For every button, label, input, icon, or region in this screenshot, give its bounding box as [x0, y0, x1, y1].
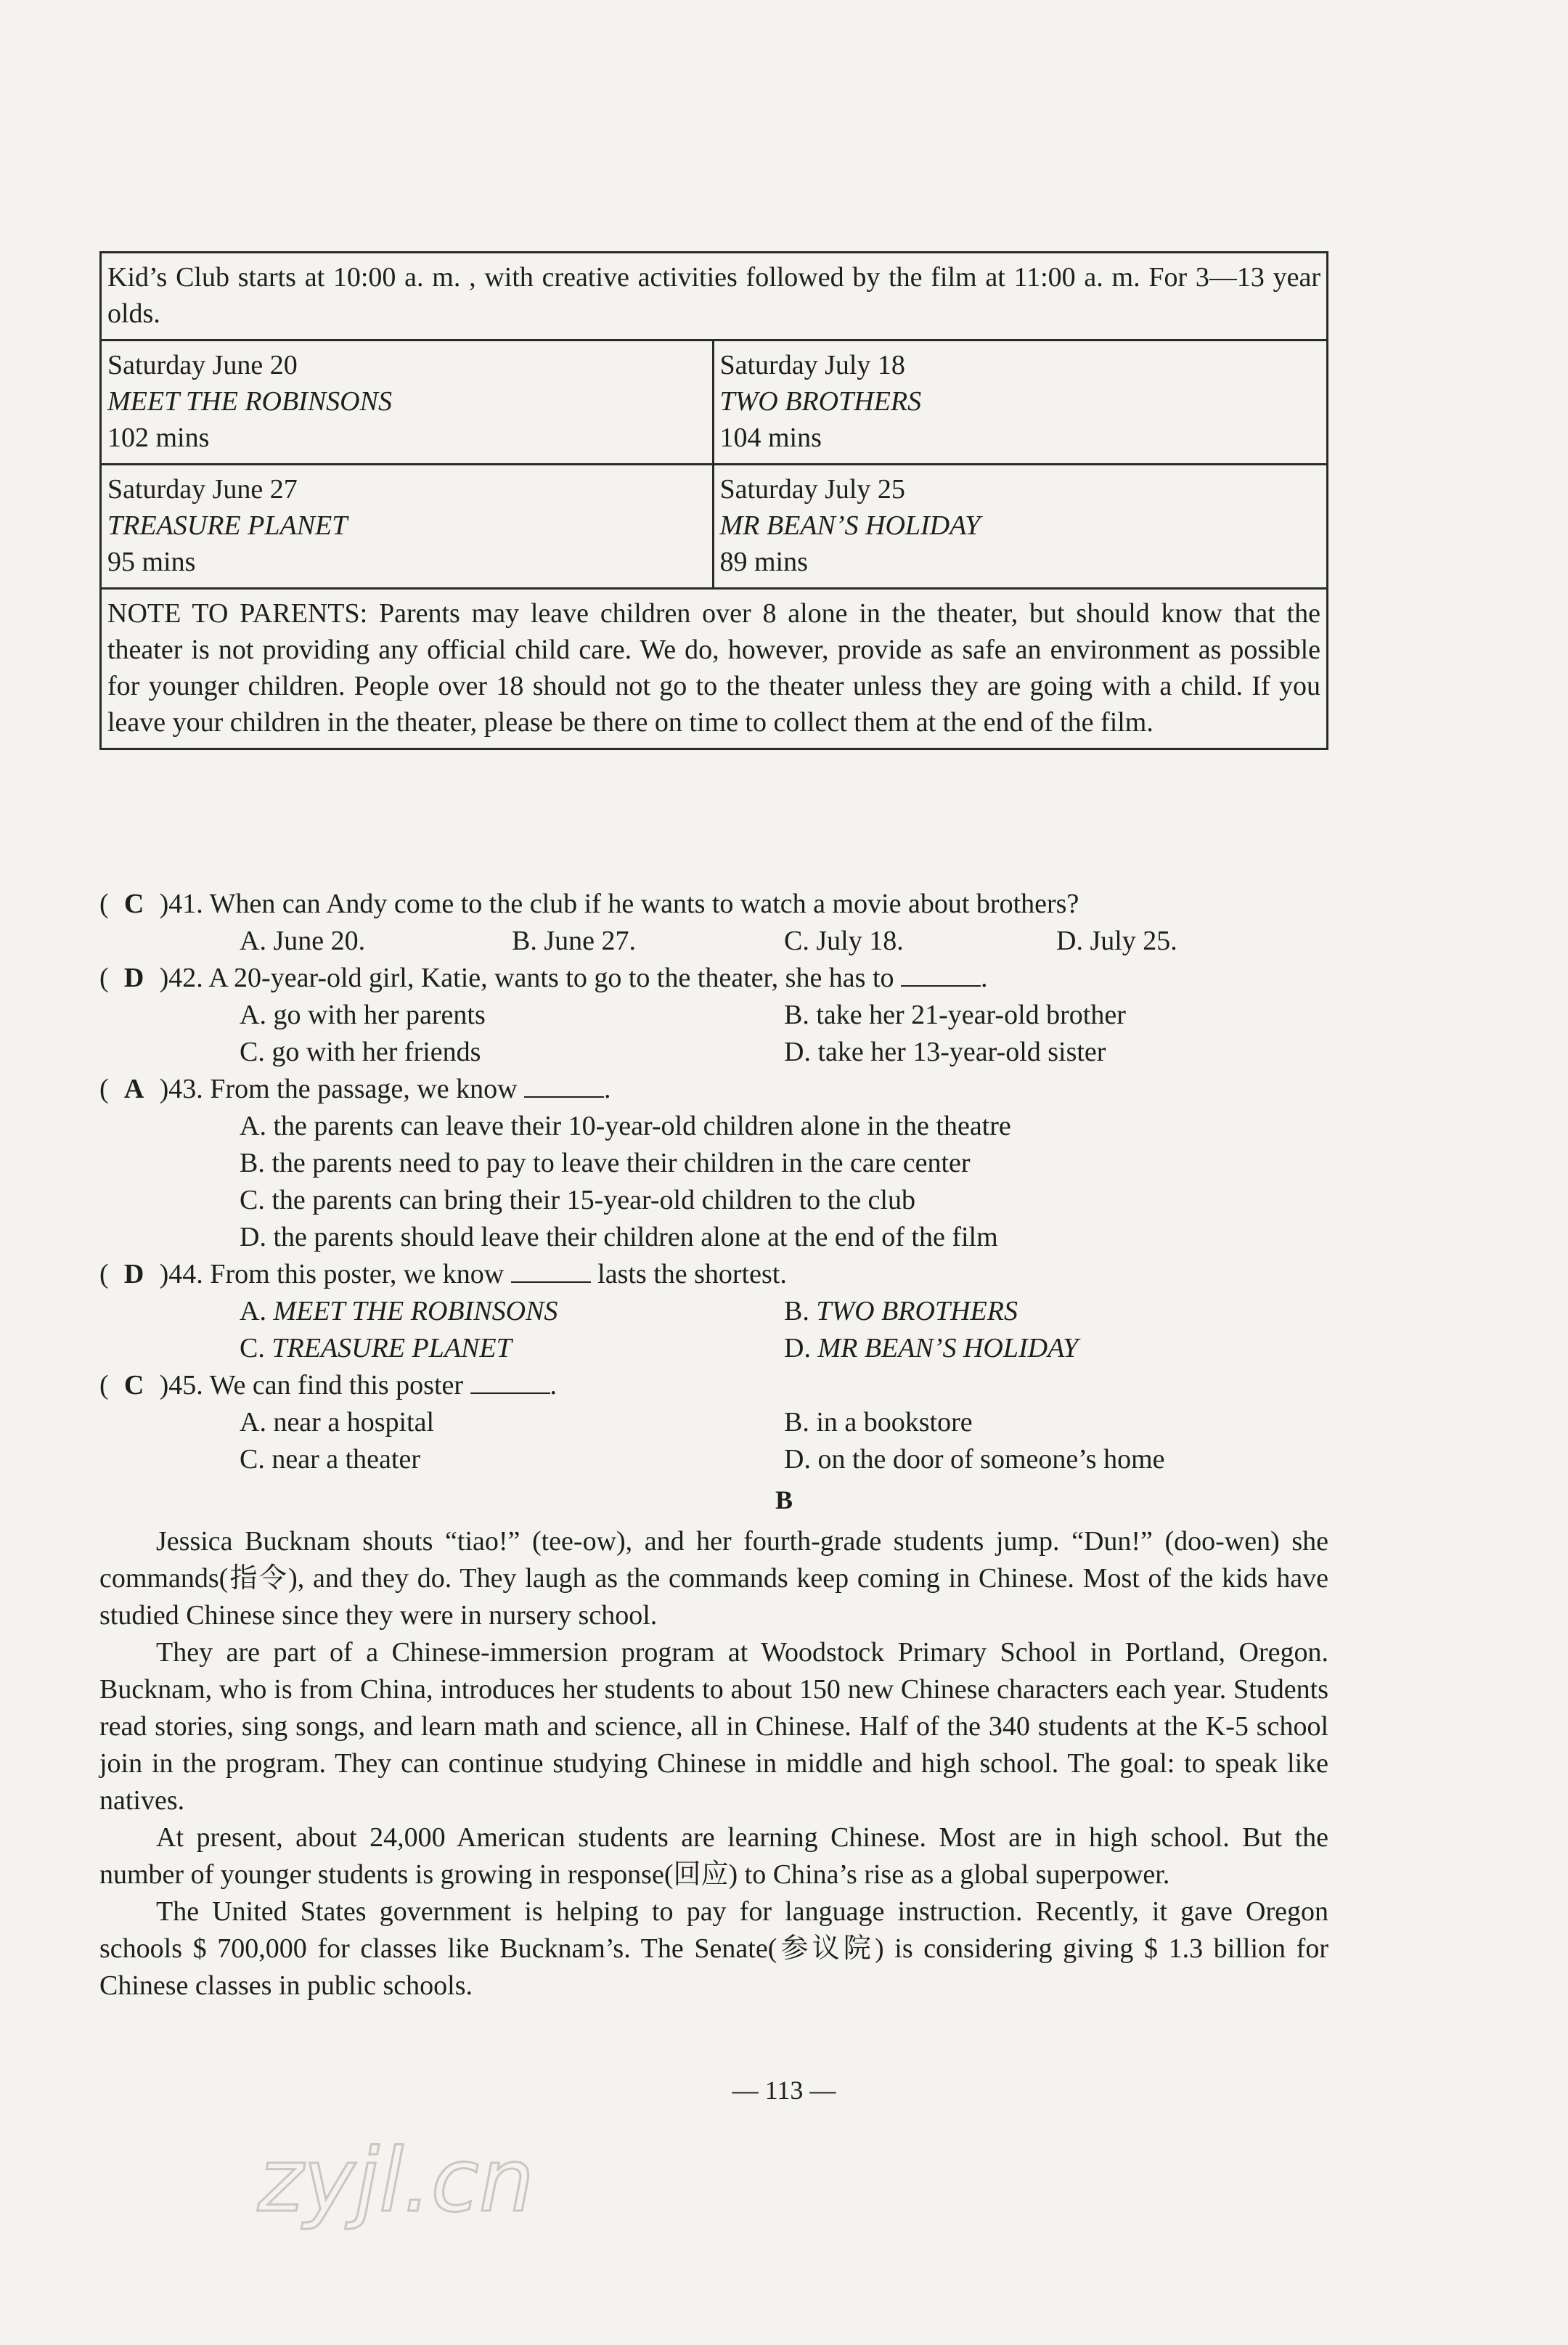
option: D. the parents should leave their children alone at the end of the film — [240, 1222, 998, 1252]
option: A. go with her parents — [240, 1000, 486, 1030]
option: D. July 25. — [1056, 926, 1177, 956]
question-45: ( C )45. We can find this poster . A. near a hospital B. in a bookstore C. near a theater D. on the door of someone’s home — [99, 1367, 1328, 1478]
option: B. June 27. — [512, 926, 636, 956]
option: B. in a bookstore — [784, 1407, 973, 1437]
film-length: 95 mins — [107, 547, 196, 577]
reading-passage — [99, 1523, 1328, 2005]
answer-blank — [470, 1368, 550, 1394]
film-length: 102 mins — [107, 423, 210, 453]
film-title: TWO BROTHERS — [719, 386, 922, 417]
question-41 — [99, 886, 1328, 960]
option: D. MR BEAN’S HOLIDAY — [784, 1333, 1079, 1363]
film-cell — [102, 465, 714, 587]
film-title: MEET THE ROBINSONS — [107, 386, 392, 417]
answer-blank — [511, 1257, 591, 1283]
film-length: 89 mins — [719, 547, 808, 577]
answer-paren: ( D — [99, 1256, 160, 1293]
option: D. take her 13-year-old sister — [784, 1037, 1106, 1067]
paragraph: At present, about 24,000 American students are learning Chinese. Most are in high school. But the number of younger students is growing in response(回应) to China’s rise as a global superpower. — [99, 1822, 1328, 1890]
answer-letter: C — [123, 1370, 144, 1400]
question-44 — [99, 1256, 1328, 1367]
section-heading: B — [775, 1485, 793, 1514]
kids-club-intro: Kid’s Club starts at 10:00 a. m. , with creative activities followed by the film at 11:00 a. m. For 3—13 year olds. — [107, 262, 1320, 329]
film-length: 104 mins — [719, 423, 822, 453]
answer-paren: ( C — [99, 1367, 160, 1404]
option: C. near a theater — [240, 1444, 420, 1475]
film-poster-table — [99, 251, 1328, 750]
paragraph: They are part of a Chinese-immersion program at Woodstock Primary School in Portland, Oregon. Bucknam, who is from China, introduces her students to about 150 new Chinese characters each year. Students read stories, sing songs, and learn math and science, all in Chinese. Half of the 340 students at the K-5 school join in the program. They can continue studying Chinese in middle and high school. The goal: to speak like natives. — [99, 1637, 1328, 1816]
question-stem: )45. We can find this poster — [159, 1370, 464, 1400]
option: A. the parents can leave their 10-year-old children alone in the theatre — [240, 1111, 1011, 1141]
paragraph: The United States government is helping to pay for language instruction. Recently, it gave Oregon schools $ 700,000 for classes like Bucknam’s. The Senate(参议院) is considering giving $ 1.3 billion for Chinese classes in public schools. — [99, 1896, 1328, 2001]
question-list — [99, 886, 1328, 1478]
answer-paren: ( C — [99, 886, 160, 923]
film-date: Saturday July 25 — [719, 474, 905, 505]
option: B. the parents need to pay to leave their children in the care center — [240, 1148, 971, 1178]
option: C. the parents can bring their 15-year-old children to the club — [240, 1185, 915, 1215]
answer-letter: D — [123, 963, 144, 993]
film-cell — [714, 465, 1327, 587]
question-stem: )43. From the passage, we know — [159, 1074, 518, 1104]
option: A. near a hospital — [240, 1407, 435, 1437]
paragraph: Jessica Bucknam shouts “tiao!” (tee-ow), and her fourth-grade students jump. “Dun!” (doo-wen) she commands(指令), and they do. They laugh as the commands keep coming in Chinese. Most of the kids have studied Chinese since they were in nursery school. — [99, 1526, 1328, 1631]
film-date: Saturday June 27 — [107, 474, 298, 505]
question-stem: )44. From this poster, we know — [159, 1259, 505, 1289]
note-to-parents: NOTE TO PARENTS: Parents may leave children over 8 alone in the theater, but should know that the theater is not providing any official child care. We do, however, provide as safe an environment as possible for younger children. People over 18 should not go to the theater unless they are going with a child. If you leave your children in the theater, please be there on time to collect them at the end of the film. — [107, 598, 1320, 738]
option: A. MEET THE ROBINSONS — [240, 1296, 558, 1326]
option: C. July 18. — [784, 926, 904, 956]
option: D. on the door of someone’s home — [784, 1444, 1165, 1475]
film-cell — [102, 341, 714, 463]
question-stem-end: lasts the shortest. — [597, 1259, 787, 1289]
answer-blank — [901, 961, 981, 987]
film-title: MR BEAN’S HOLIDAY — [719, 510, 981, 541]
option: C. TREASURE PLANET — [240, 1333, 512, 1363]
film-cell — [714, 341, 1327, 463]
answer-blank — [524, 1072, 604, 1098]
answer-letter: D — [123, 1259, 144, 1289]
question-42: ( D )42. A 20-year-old girl, Katie, wants to go to the theater, she has to . A. go with her parents B. take her 21-year-old brother C. go with her friends D. take her 13-year-old sister — [99, 960, 1328, 1071]
answer-letter: A — [123, 1074, 144, 1104]
question-stem: )41. When can Andy come to the club if he wants to watch a movie about brothers? — [159, 889, 1079, 919]
page-number: — 113 — — [732, 2076, 836, 2105]
answer-paren: ( A — [99, 1071, 160, 1108]
watermark-logo — [250, 2127, 599, 2236]
option: B. TWO BROTHERS — [784, 1296, 1018, 1326]
option: C. go with her friends — [240, 1037, 481, 1067]
option: A. June 20. — [240, 926, 366, 956]
svg-text:zyjl.cn: zyjl.cn — [258, 2131, 534, 2232]
question-43: ( A )43. From the passage, we know . A. the parents can leave their 10-year-old children alone in the theatre B. the parents need to pay to leave their children in the care center C. the parents can bring their 15-year-old children to the club D. the parents should leave their children alone at the end of the film — [99, 1071, 1328, 1256]
question-stem: )42. A 20-year-old girl, Katie, wants to go to the theater, she has to — [159, 963, 894, 993]
film-title: TREASURE PLANET — [107, 510, 348, 541]
film-date: Saturday July 18 — [719, 350, 905, 380]
option: B. take her 21-year-old brother — [784, 1000, 1126, 1030]
answer-paren: ( D — [99, 960, 160, 997]
answer-letter: C — [123, 889, 144, 919]
film-date: Saturday June 20 — [107, 350, 298, 380]
